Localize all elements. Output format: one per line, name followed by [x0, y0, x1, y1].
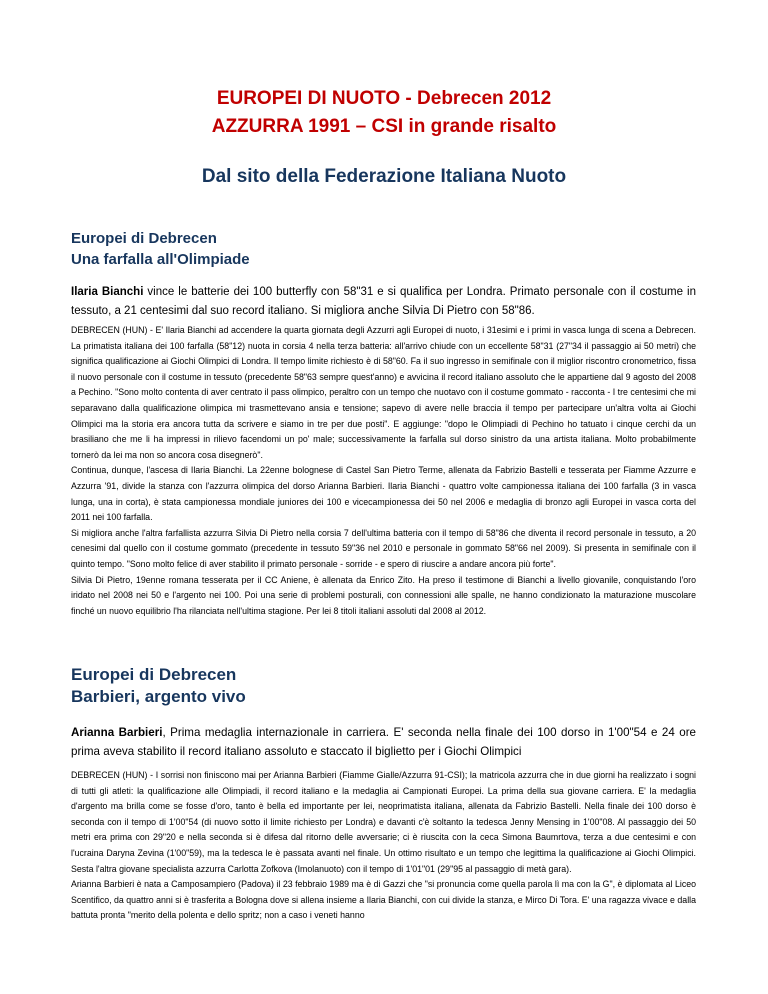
article-1-paragraph: Continua, dunque, l'ascesa di Ilaria Bianchi. La 22enne bolognese di Castel San Pietro Terme, allenata da Fabrizio Bastelli e tesserata per Fiamme Azzurre e Azzurra '91, divide la stanza con l'azzurra olimpica del dorso Arianna Barbieri. Ilaria Bianchi - quattro volte campionessa italiana dei 100 farfalla (3 in vasca lunga, una in corta), è stata campionessa mondiale juniores dei 100 e vicecampionessa dei 50 nel 2006 e medaglia di bronzo agli Europei in vasca corta del 2011 nei 100 farfalla. — [71, 465, 696, 523]
article-1-heading-line-2: Una farfalla all'Olimpiade — [71, 251, 250, 268]
article-1-paragraph: Silvia Di Pietro, 19enne romana tesserata per il CC Aniene, è allenata da Enrico Zito. Ha preso il testimone di Bianchi a livello giovanile, conquistando l'oro iridato nel 2008 nei 50 e l'argento nei 100. Poi una serie di problemi posturali, con connessioni alle spalle, ne hanno condizionato la maturazione muscolare finché un nuovo equilibrio l'ha rilanciata nell'ultima stagione. Per lei 8 titoli italiani assoluti dal 2008 al 2012. — [71, 574, 696, 616]
article-2-paragraph: Arianna Barbieri è nata a Camposampiero (Padova) il 23 febbraio 1989 ma è di Gazzi che "si pronuncia come quella parola lì ma con la G", è diplomata al Liceo Scentifico, da quattro anni si è trasferita a Bologna dove si allena insieme a Ilaria Bianchi, con cui divide la stanza, e Mirco Di Tora. E' una ragazza vivace e dalla battuta pronta "merito della polenta e dello spritz; non a caso i veneti hanno — [71, 879, 696, 921]
article-2-lead-text: , Prima medaglia internazionale in carriera. E' seconda nella finale dei 100 dorso in 1'00"54 e 24 ore prima aveva stabilito il record italiano assoluto e staccato il biglietto per i Giochi Olimpici — [71, 726, 697, 758]
article-2-heading-line-2: Barbieri, argento vivo — [71, 687, 246, 706]
source-heading: Dal sito della Federazione Italiana Nuoto — [201, 166, 567, 187]
document-title-line-1: EUROPEI DI NUOTO - Debrecen 2012 — [216, 88, 552, 109]
article-2-body — [71, 768, 696, 924]
article-1-paragraph: DEBRECEN (HUN) - E' Ilaria Bianchi ad accendere la quarta giornata degli Azzurri agli Europei di nuoto, i 31esimi e i primi in vasca lunga di scena a Debrecen. La primatista italiana dei 100 farfalla (58"12) nuota in corsia 4 nella terza batteria: all'arrivo chiude con un eccellente 58"31 (27"34 il passaggio ai 50 metri) che significa qualificazione ai Giochi Olimpici di Londra. Il tempo limite richiesto è di 58"60. Fa il suo ingresso in semifinale con il miglior riscontro cronometrico, fissa il nuovo personale con il costume in tessuto (precedente 58"63 sempre quest'anno) e avvicina il record italiano assoluto che le appartiene dal 9 agosto del 2008 a Pechino. "Sono molto contenta di aver centrato il pass olimpico, peraltro con un tempo che nuotavo con il costume gommato - racconta - I tre centesimi che mi separavano dalla qualificazione olimpica mi trasmettevano ansia e tensione; sapevo di avere nelle braccia il tempo per partecipare un'altra volta ai Giochi Olimpici ma la storia era ancora tutta da scrivere e siamo in tre per due posti". E aggiunge: "dopo le Olimpiadi di Pechino ho tatuato i cinque cerchi da un brasiliano che me li ha impressi in rilievo facendomi un po' male; successivamente la farfalla sul dorso sinistro da una artista italiana. Molto probabilmente tornerò da lei ma non so ancora cosa disegnerò". — [71, 325, 696, 460]
article-1-paragraph: Si migliora anche l'altra farfallista azzurra Silvia Di Pietro nella corsia 7 dell'ultima batteria con il tempo di 58"86 che diventa il record personale in tessuto, a 20 cenesimi dal quello con il costume gommato (precedente in tessuto 59"36 nel 2010 e personale in gommato 58"66 nel 2009). Si presenta in semifinale con il quinto tempo. "Sono molto felice di aver stabilito il primato personale - sorride - e spero di riuscire a andare ancora più forte". — [71, 527, 696, 569]
article-1-lead — [71, 283, 696, 321]
article-1-body — [71, 323, 696, 619]
article-2-paragraph: DEBRECEN (HUN) - I sorrisi non finiscono mai per Arianna Barbieri (Fiamme Gialle/Azzurra 91-CSI); la matricola azzurra che in due giorni ha realizzato i sogni di tutti gli atleti: la qualificazione alle Olimpiadi, il record italiano e la medaglia ai Campionati Europei. La prima della sua giovane carriera. E' la medaglia d'argento ma brilla come se fosse d'oro, tanto è bella ed importante per lei, neoprimatista italiana, allenata da Fabrizio Bastelli. Nella finale dei 100 dorso è seconda con il tempo di 1'00"54 (di nuovo sotto il limite richiesto per Londra) e davanti c'è soltanto la tedesca Jenny Mensing in 1'00"08. Al passaggio dei 50 metri era prima con 29"20 e nella seconda si è difesa dal ritorno delle avversarie; ci è riuscita con la ceca Simona Baumrtova, terza a due centesimi e con l'ucraina Daryna Zevina (1'00"59), ma la tedesca le è passata avanti nel finale. Un ottimo risultato e un tempo che legittima la qualificazione ai Giochi Olimpici. Sesta l'altra giovane specialista azzurra Carlotta Zofkova (Imolanuoto) con il tempo di 1'01"01 (29"95 al passaggio di metà gara). — [71, 770, 696, 874]
article-2-heading — [71, 664, 246, 708]
article-1-lead-name: Ilaria Bianchi — [71, 286, 144, 298]
article-2-lead-name: Arianna Barbieri — [71, 726, 163, 739]
article-1-heading-line-1: Europei di Debrecen — [71, 230, 217, 247]
article-2-lead — [71, 723, 696, 761]
article-1-heading — [71, 228, 250, 270]
document-title-line-2: AZZURRA 1991 – CSI in grande risalto — [211, 116, 557, 137]
article-1-lead-text: vince le batterie dei 100 butterfly con 58"31 e si qualifica per Londra. Primato personale con il costume in tessuto, a 21 centesimi dal suo record italiano. Si migliora anche Silvia Di Pietro con 58"86. — [71, 286, 696, 317]
article-2-heading-line-1: Europei di Debrecen — [71, 665, 237, 684]
